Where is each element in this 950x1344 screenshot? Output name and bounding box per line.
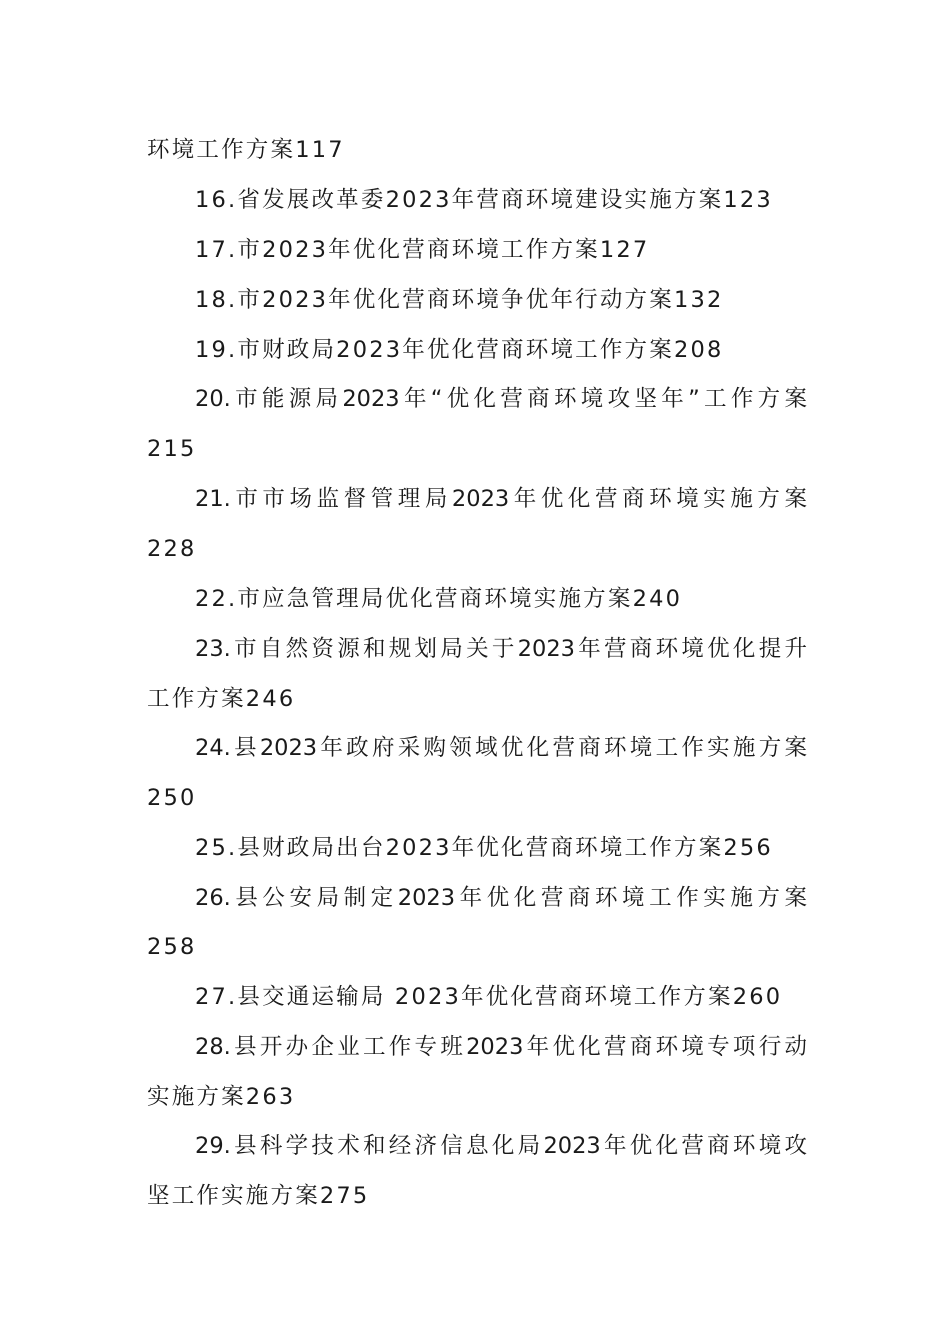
toc-entry-18: 18.市2023年优化营商环境争优年行动方案132 [195,287,724,313]
toc-entry-21-page: 228 [147,536,197,562]
toc-entry-29: 29.县科学技术和经济信息化局2023年优化营商环境攻 [195,1133,807,1159]
toc-entry-17: 17.市2023年优化营商环境工作方案127 [195,237,650,263]
toc-line-continuation: 环境工作方案117 [147,137,345,163]
toc-entry-24-page: 250 [147,785,197,811]
toc-entry-24: 24.县2023年政府采购领域优化营商环境工作实施方案 [195,735,807,761]
toc-entry-23: 23.市自然资源和规划局关于2023年营商环境优化提升 [195,636,807,662]
toc-entry-19: 19.市财政局2023年优化营商环境工作方案208 [195,337,724,363]
toc-entry-26: 26.县公安局制定2023年优化营商环境工作实施方案 [195,885,807,911]
toc-entry-23-cont: 工作方案246 [147,686,296,712]
toc-entry-25: 25.县财政局出台2023年优化营商环境工作方案256 [195,835,773,861]
toc-entry-22: 22.市应急管理局优化营商环境实施方案240 [195,586,683,612]
toc-entry-21: 21.市市场监督管理局2023年优化营商环境实施方案 [195,486,807,512]
toc-entry-29-cont: 坚工作实施方案275 [147,1183,370,1209]
toc-entry-28-cont: 实施方案263 [147,1084,296,1110]
toc-entry-27: 27.县交通运输局 2023年优化营商环境工作方案260 [195,984,783,1010]
toc-entry-26-page: 258 [147,934,197,960]
toc-entry-20-page: 215 [147,436,197,462]
toc-entry-16: 16.省发展改革委2023年营商环境建设实施方案123 [195,187,773,213]
toc-entry-28: 28.县开办企业工作专班2023年优化营商环境专项行动 [195,1034,807,1060]
toc-entry-20: 20.市能源局2023年“优化营商环境攻坚年”工作方案 [195,386,807,412]
